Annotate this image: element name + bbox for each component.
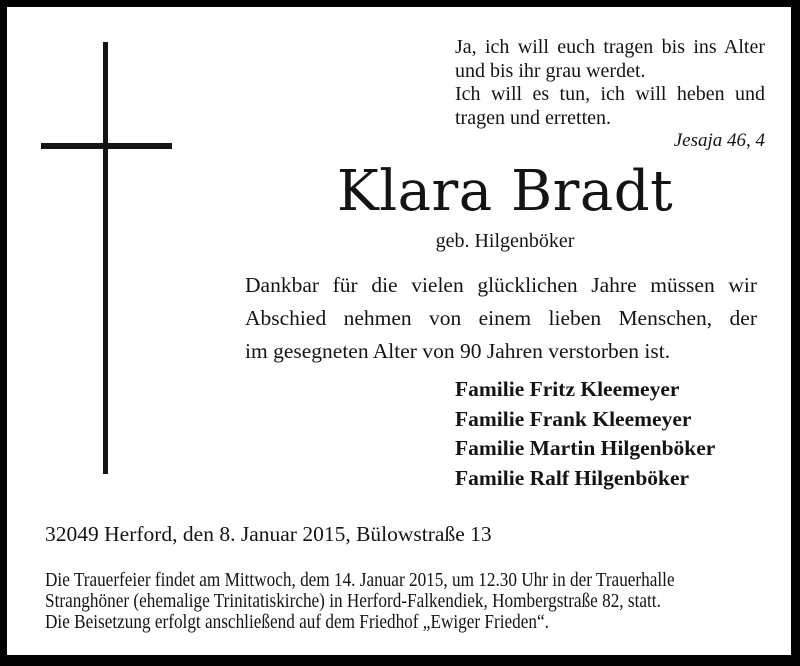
mourner-name: Familie Fritz Kleemeyer [455, 377, 680, 401]
mourner-name: Familie Ralf Hilgenböker [455, 465, 690, 490]
mourner-name: Familie Martin Hilgenböker [455, 436, 716, 460]
cross-icon-vertical-bar [103, 42, 108, 474]
deceased-name: Klara Bradt [336, 159, 674, 224]
obituary-line: im gesegneten Alter von 90 Jahren verstorben ist. [245, 339, 671, 363]
funeral-details-line: Stranghöner (ehemalige Trinitatiskirche) in Herford-Falkendiek, Hombergstraße 82, statt. [45, 590, 661, 612]
birth-name: geb. Hilgenböker [435, 230, 575, 252]
scripture-quote [455, 36, 765, 131]
cross-icon-horizontal-bar [41, 143, 172, 149]
funeral-details [45, 570, 790, 633]
obituary-text [245, 269, 757, 368]
mourner-name: Familie Frank Kleemeyer [455, 406, 692, 431]
quote-line: tragen und erretten. [455, 107, 612, 130]
funeral-details-line: Die Beisetzung erfolgt anschließend auf dem Friedhof „Ewiger Frieden“. [45, 611, 549, 633]
obituary-line: Abschied nehmen von einem lieben Menschen, der [245, 306, 757, 330]
obituary-line: Dankbar für die vielen glücklichen Jahre müssen wir [245, 273, 757, 297]
quote-attribution: Jesaja 46, 4 [673, 130, 765, 151]
quote-line: und bis ihr grau werdet. [455, 59, 646, 82]
dateline: 32049 Herford, den 8. Januar 2015, Bülowstraße 13 [45, 522, 492, 546]
obituary-notice [7, 7, 791, 655]
quote-line: Ja, ich will euch tragen bis ins Alter [455, 36, 765, 58]
quote-line: Ich will es tun, ich will heben und [455, 83, 765, 106]
mourners-list [455, 375, 715, 493]
funeral-details-line: Die Trauerfeier findet am Mittwoch, dem 14. Januar 2015, um 12.30 Uhr in der Trauerhalle [45, 569, 675, 591]
